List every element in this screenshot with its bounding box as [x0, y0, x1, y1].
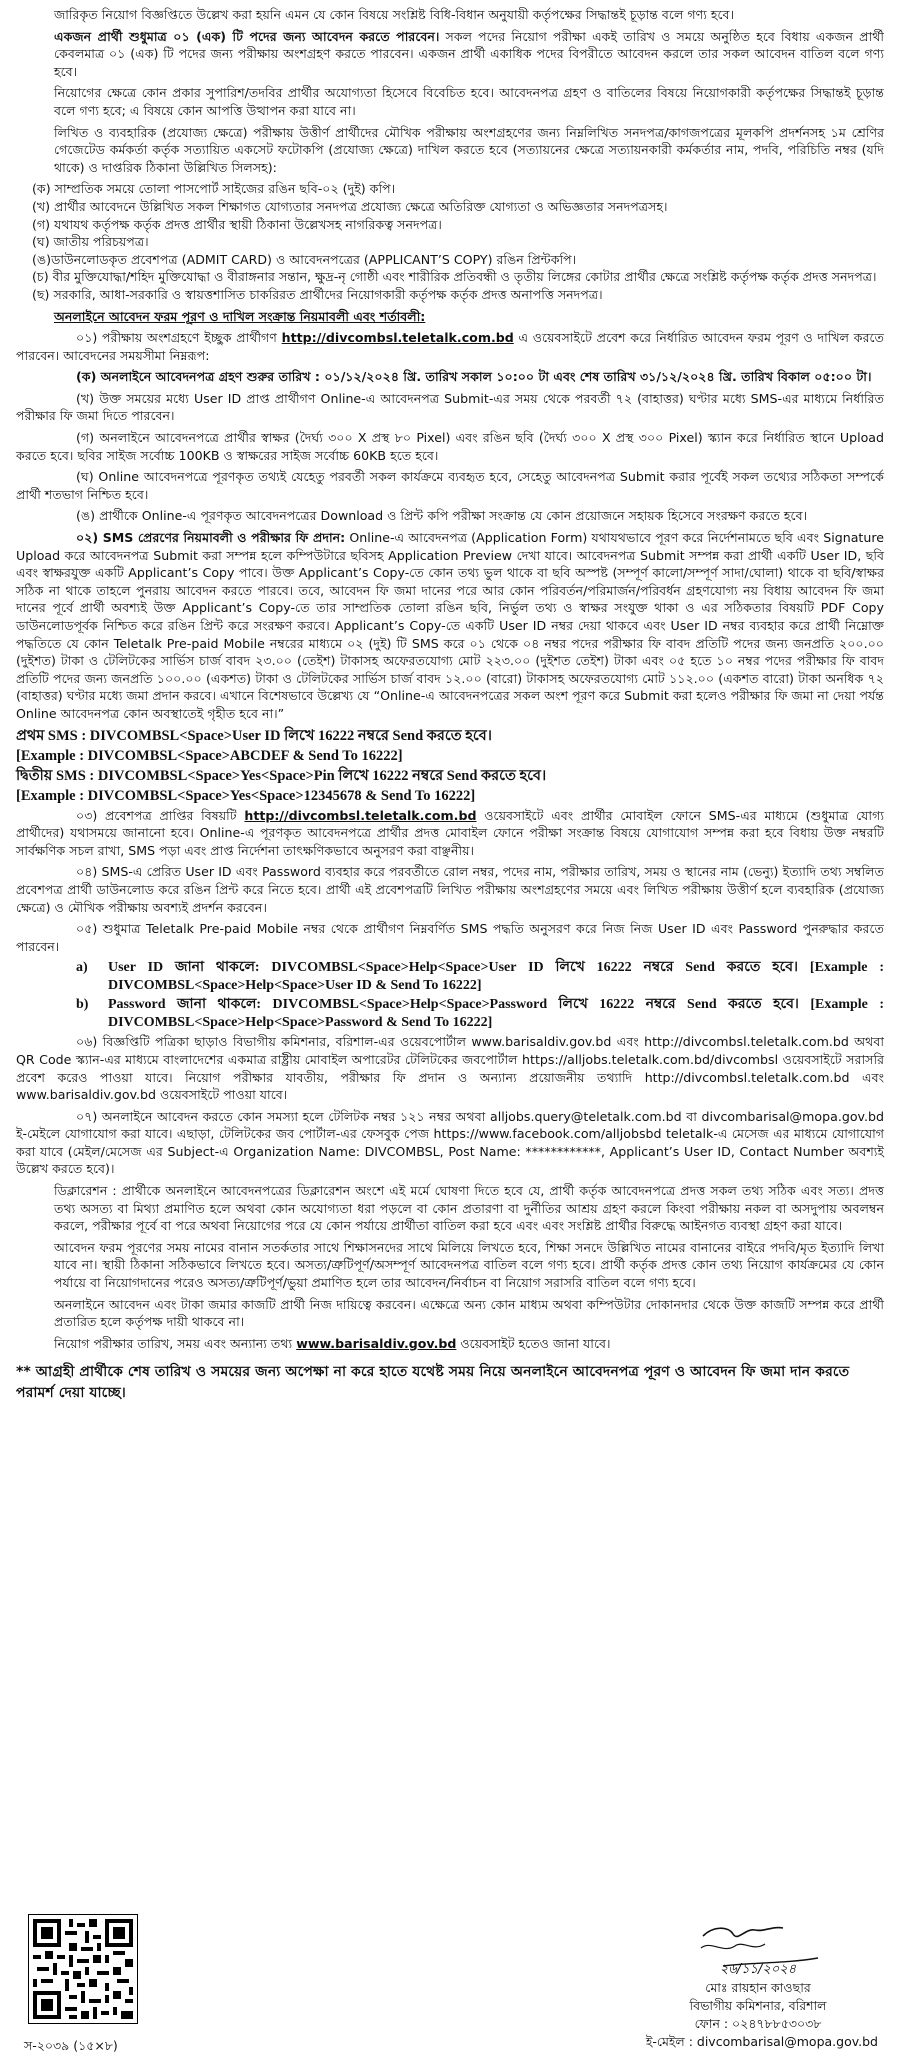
document-item: (ছ) সরকারি, আধা-সরকারি ও স্বায়ত্তশাসিত চাকরিরত প্রার্থীদের নিয়োগকারী কর্তৃপক্ষ কর্তৃক প্রদত্ত অনাপত্তি সনদপত্র।: [32, 286, 603, 302]
document-item: (চ) বীর মুক্তিযোদ্ধা/শহিদ মুক্তিযোদ্ধা ও বীরাঙ্গনার সন্তান, ক্ষুদ্র-নৃ গোষ্ঠী এবং শারীরিক প্রতিবন্ধী ও তৃতীয় লিঙ্গের কোটার প্রার্থীর ক্ষেত্রে সংশ্লিষ্ট কর্তৃপক্ষ কর্তৃক প্রদত্ত সনদপত্র।: [32, 269, 877, 285]
clause-12: লিখিত ও ব্যবহারিক (প্রযোজ্য ক্ষেত্রে) পরীক্ষায় উত্তীর্ণ প্রার্থীদের মৌখিক পরীক্ষায় অংশগ্রহণের জন্য নিম্নলিখিত সনদপত্র/কাগজপত্রের মূলকপি প্রদর্শনসহ ১ম শ্রেণির গেজেটেড কর্মকর্তা কর্তৃক সত্যায়িত একসেট ফটোকপি (প্রযোজ্য ক্ষেত্রে) দাখিল করতে হবে (সত্যায়নের ক্ষেত্রে সত্যায়নকারী কর্মকর্তার নাম, পদবি, পরিচিতি নম্বর (যদি থাকে) ও দাপ্তরিক ঠিকানা উল্লিখিত সিলসহ):: [54, 124, 884, 175]
recover-user-id: a) User ID জানা থাকলে: DIVCOMBSL<Space>Help<Space>User ID লিখে 16222 নম্বরে Send করতে হবে। [Example : DIVCOMBSL<Space>Help<Space>User ID & Send To 16222]: [76, 960, 884, 994]
clause-13-1: ০১) পরীক্ষায় অংশগ্রহণে ইচ্ছুক প্রার্থীগণ http://divcombsl.teletalk.com.bd এ ওয়েবসাইটে প্রবেশ করে নির্ধারিত আবেদন ফরম পূরণ ও দাখিল করতে পারবেন। আবেদনের সময়সীমা নিম্নরূপ:: [16, 330, 885, 363]
clause-15: আবেদন ফরম পূরণের সময় নামের বানান সতর্কতার সাথে শিক্ষাসনদের সাথে মিলিয়ে লিখতে হবে, শিক্ষা সনদে উল্লিখিত নামের বানানের বাইরে পদবি/মৃত ইত্যাদি লিখা যাবে না। স্থায়ী ঠিকানা সঠিকভাবে লিখতে হবে। অসত্য/ত্রুটিপূর্ণ/অসম্পূর্ণ আবেদনপত্র বাতিল বলে গণ্য হবে। প্রার্থী কর্তৃক প্রদত্ত কোন তথ্য নিয়োগ কার্যক্রমের যে কোন পর্যায়ে বা নিয়োগদানের পরেও অসত্য/ত্রুটিপূর্ণ/ভুয়া প্রমাণিত হলে তার আবেদন/নির্বাচন বা নিয়োগ সরাসরি বাতিল বলে গণ্য হবে।: [54, 1239, 884, 1291]
clause-13-7: ০৭) অনলাইনে আবেদন করতে কোন সমস্যা হলে টেলিটক নম্বর ১২১ নম্বর অথবা alljobs.query@teletalk.com.bd বা divcombarisal@mopa.gov.bd ই-মেইলে যোগাযোগ করা যাবে। এছাড়া, টেলিটকের জব পোর্টাল-এর ফেসবুক পেজ https://www.facebook.com/alljobsbd teletalk-এ মেসেজ এর মাধ্যমে যোগাযোগ করা যাবে (মেইল/মেসেজ এর Subject-এ Organization Name: DIVCOMBSL, Post Name: ************, Applicant’s User ID, Contact Number অবশ্যই উল্লেখ করতে হবে)।: [16, 1108, 884, 1177]
clause-13-3: ০৩) প্রবেশপত্র প্রাপ্তির বিষয়টি http://divcombsl.teletalk.com.bd ওয়েবসাইটে এবং প্রার্থীর মোবাইল ফোনে SMS-এর মাধ্যমে (শুধুমাত্র যোগ্য প্রার্থীদের) যথাসময়ে জানানো হবে। Online-এ পূরণকৃত আবেদনপত্রে প্রার্থীর প্রদত্ত মোবাইল ফোনে পরীক্ষা সংক্রান্ত বিষয়ে যোগাযোগ সম্পন্ন করা হবে বিধায় উক্ত নম্বরটি সার্বক্ষণিক সচল রাখা, SMS পড়া এবং প্রাপ্ত নির্দেশনা তাৎক্ষণিকভাবে অনুসরণ করা বাঞ্ছনীয়।: [16, 807, 884, 858]
recover-password: b) Password জানা থাকলে: DIVCOMBSL<Space>Help<Space>Password লিখে 16222 নম্বরে Send করতে হবে। [Example : DIVCOMBSL<Space>Help<Space>Password & Send To 16222]: [76, 997, 884, 1031]
clause-13-5: ০৫) শুধুমাত্র Teletalk Pre-paid Mobile নম্বর থেকে প্রার্থীগণ নিম্নবর্ণিত SMS পদ্ধতি অনুসরণ করে নিজ নিজ User ID এবং Password পুনরুদ্ধার করতে পারবেন।: [16, 921, 884, 954]
clause-13-1-ga: (গ) অনলাইনে আবেদনপত্রে প্রার্থীর স্বাক্ষর (দৈর্ঘ্য ৩০০ X প্রস্থ ৮০ Pixel) এবং রঙিন ছবি (দৈর্ঘ্য ৩০০ X প্রস্থ ৩০০ Pixel) স্ক্যান করে নির্ধারিত স্থানে Upload করতে হবে। ছবির সাইজ সর্বোচ্চ 100KB ও স্বাক্ষরের সাইজ সর্বোচ্চ 60KB হতে হবে।: [16, 430, 884, 463]
qr-code[interactable]: [28, 1914, 138, 2024]
final-advice-note: ** আগ্রহী প্রার্থীকে শেষ তারিখ ও সময়ের জন্য অপেক্ষা না করে হাতে যথেষ্ট সময় নিয়ে অনলাইনে আবেদনপত্র পূরণ ও আবেদন ফি জমা দান করতে পরামর্শ দেয়া যাচ্ছে।: [16, 1364, 850, 1402]
document-item: (ঘ) জাতীয় পরিচয়পত্র।: [32, 234, 149, 250]
clause-13-1-ka: (ক) অনলাইনে আবেদনপত্র গ্রহণ শুরুর তারিখ : ০১/১২/২০২৪ খ্রি. তারিখ সকাল ১০:০০ টা এবং শেষ তারিখ ৩১/১২/২০২৪ খ্রি. তারিখ বিকাল ০৫:০০ টা।: [76, 369, 872, 385]
teletalk-link[interactable]: http://divcombsl.teletalk.com.bd: [281, 330, 514, 346]
clause-13-heading: অনলাইনে আবেদন ফরম পূরণ ও দাখিল সংক্রান্ত নিয়মাবলী এবং শর্তাবলী:: [54, 308, 426, 324]
clause-13-1-gha: (ঘ) Online আবেদনপত্রে পূরণকৃত তথ্যই যেহেতু পরবর্তী সকল কার্যক্রমে ব্যবহৃত হবে, সেহেতু আবেদনপত্র Submit করার পূর্বেই সকল তথ্যের সঠিকতা সম্পর্কে প্রার্থী শতভাগ নিশ্চিত হবে।: [16, 469, 884, 502]
clause-13-4: ০৪) SMS-এ প্রেরিত User ID এবং Password ব্যবহার করে পরবর্তীতে রোল নম্বর, পদের নাম, পরীক্ষার তারিখ, সময় ও স্থানের নাম (ভেন্যু) ইত্যাদি তথ্য সম্বলিত প্রবেশপত্র প্রার্থী ডাউনলোড করে রঙিন প্রিন্ট করে নিতে হবে। প্রার্থী এই প্রবেশপত্রটি লিখিত পরীক্ষায় অংশগ্রহণের সময়ে এবং লিখিত পরীক্ষায় উত্তীর্ণ হলে ব্যবহারিক (প্রযোজ্য ক্ষেত্রে) ও মৌখিক পরীক্ষায় অবশ্যই প্রদর্শন করবেন।: [16, 864, 884, 915]
signature-block: [638, 1918, 878, 2051]
clause-11: নিয়োগের ক্ষেত্রে কোন প্রকার সুপারিশ/তদবির প্রার্থীর অযোগ্যতা হিসেবে বিবেচিত হবে। আবেদনপত্র গ্রহণ ও বাতিলের বিষয়ে নিয়োগকারী কর্তৃপক্ষের সিদ্ধান্তই চূড়ান্ত বলে গণ্য হবে; এ বিষয়ে কোন আপত্তি উত্থাপন করা যাবে না।: [54, 85, 884, 118]
clause-14: ডিক্লারেশন : প্রার্থীকে অনলাইনে আবেদনপত্রের ডিক্লারেশন অংশে এই মর্মে ঘোষণা দিতে হবে যে, প্রার্থী কর্তৃক আবেদনপত্রে প্রদত্ত সকল তথ্য সঠিক এবং সত্য। প্রদত্ত তথ্য অসত্য বা মিথ্যা প্রমাণিত হলে অথবা কোন অযোগ্যতা ধরা পড়লে বা কোন প্রতারণা বা দুর্নীতির আশ্রয় গ্রহণ করলে কিংবা পরীক্ষায় নকল বা অসদুপায় অবলম্বন করলে, পরীক্ষার পূর্বে বা পরে অথবা নিয়োগের পরে যে কোন পর্যায়ে প্রার্থীতা বাতিল করা হবে এবং এবং সংশ্লিষ্ট প্রার্থীর বিরুদ্ধে আইনগত ব্যবস্থা গ্রহণ করা যাবে।: [54, 1183, 884, 1234]
barisaldiv-link[interactable]: www.barisaldiv.gov.bd: [296, 1335, 457, 1351]
document-item: (ঙ)ডাউনলোডকৃত প্রবেশপত্র (ADMIT CARD) ও আবেদনপত্রের (APPLICANT’S COPY) রঙিন প্রিন্টকপি।: [32, 251, 577, 267]
teletalk-link[interactable]: http://divcombsl.teletalk.com.bd: [244, 807, 477, 823]
clause-10: একজন প্রার্থী শুধুমাত্র ০১ (এক) টি পদের জন্য আবেদন করতে পারবেন। সকল পদের নিয়োগ পরীক্ষা একই তারিখ ও সময়ে অনুষ্ঠিত হবে বিধায় একজন প্রার্থী কেবলমাত্র ০১ (এক) টি পদের জন্য পরীক্ষায় অংশগ্রহণ করতে পারবেন। একজন প্রার্থী একাধিক পদের বিপরীতে আবেদন করলে তার সকল আবেদন বাতিল বলে গণ্য হবে।: [54, 28, 884, 79]
second-sms-instruction: দ্বিতীয় SMS : DIVCOMBSL<Space>Yes<Space>Pin লিখে 16222 নম্বরে Send করতে হবে।: [16, 767, 547, 784]
clause-16: অনলাইনে আবেদন এবং টাকা জমার কাজটি প্রার্থী নিজ দায়িত্বে করবেন। এক্ষেত্রে অন্য কোন মাধ্যম অথবা কম্পিউটার দোকানদার থেকে উক্ত কাজটি সম্পন্ন করে প্রার্থী প্রতারিত হলে কর্তৃপক্ষ দায়ী থাকবে না।: [54, 1296, 884, 1330]
clause-9: জারিকৃত নিয়োগ বিজ্ঞপ্তিতে উল্লেখ করা হয়নি এমন যে কোন বিষয়ে সংশ্লিষ্ট বিধি-বিধান অনুযায়ী কর্তৃপক্ষের সিদ্ধান্তই চূড়ান্ত বলে গণ্য হবে।: [54, 7, 735, 22]
clause-13-1-kha: (খ) উক্ত সময়ের মধ্যে User ID প্রাপ্ত প্রার্থীগণ Online-এ আবেদনপত্র Submit-এর সময় থেকে পরবর্তী ৭২ (বাহাত্তর) ঘণ্টার মধ্যে SMS-এর মাধ্যমে নির্ধারিত পরীক্ষার ফি জমা দিতে পারবেন।: [16, 390, 884, 424]
signatory-name: মোঃ রায়হান কাওছার: [705, 1980, 811, 1995]
document-item: (খ) প্রার্থীর আবেদনে উল্লিখিত সকল শিক্ষাগত যোগ্যতার সনদপত্র প্রযোজ্য ক্ষেত্রে অতিরিক্ত যোগ্যতা ও অভিজ্ঞতার সনদপত্রসহ।: [32, 198, 668, 214]
footer: [16, 1908, 884, 2058]
signatory-email[interactable]: ই-মেইল : divcombarisal@mopa.gov.bd: [645, 2034, 878, 2049]
clause-13-2: ০২) SMS প্রেরণের নিয়মাবলী ও পরীক্ষার ফি প্রদান: Online-এ আবেদনপত্র (Application Form) যথাযথভাবে পূরণ করে নির্দেশনামতে ছবি এবং Signature Upload করে আবেদনপত্র Submit করা সম্পন্ন হলে কম্পিউটারে ছবিসহ Application Preview দেখা যাবে। আবেদনপত্র Submit সম্পন্ন করা প্রার্থী একটি User ID, ছবি এবং স্বাক্ষরযুক্ত একটি Applicant’s Copy পাবে। উক্ত Applicant’s Copy-তে কোন তথ্য ভুল থাকে বা ছবি অস্পষ্ট (সম্পূর্ণ কালো/সম্পূর্ণ সাদা/ঘোলা) থাকে বা ছবি/স্বাক্ষর সঠিক না থাকে তাহলে পুনরায় আবেদন করতে পারবে। তবে, আবেদন ফি জমা দানের পরে আর কোন পরিবর্তন/পরিমার্জন/পরিবর্ধন গ্রহণযোগ্য নয় বিধায় আবেদন ফি জমা দানের পূর্বে প্রার্থী অবশ্যই উক্ত Applicant’s Copy-তে তার সাম্প্রতিক তোলা রঙিন ছবি, নির্ভুল তথ্য ও স্বাক্ষর সংযুক্ত থাকা ও এর সঠিকতার বিষয়টি PDF Copy ডাউনলোডপূর্বক নিশ্চিত করে রঙিন প্রিন্ট করে সংরক্ষণ করবে। Applicant’s Copy-তে একটি User ID নম্বর দেয়া থাকবে এবং User ID নম্বর ব্যবহার করে প্রার্থী নিম্নোক্ত পদ্ধতিতে যে কোন Teletalk Pre-paid Mobile নম্বরের মাধ্যমে ০২ (দুই) টি SMS করে ০১ থেকে ০৪ নম্বর পদের পরীক্ষার ফি বাবদ প্রতিটি পদের জন্য জনপ্রতি ২০০.০০ (দুইশত) টাকা ও টেলিটকের সার্ভিস চার্জ বাবদ ২৩.০০ (তেইশ) টাকাসহ অফেরতযোগ্য মোট ২২৩.০০ (দুইশত তেইশ) টাকা এবং ০৫ হতে ১০ নম্বর পদের পরীক্ষার ফি বাবদ প্রতিটি পদের জন্য জনপ্রতি ১০০.০০ (একশত) টাকা ও টেলিটকের সার্ভিস চার্জ বাবদ ১২.০০ (বারো) টাকাসহ অফেরতযোগ্য মোট ১১২.০০ (একশত বারো) টাকা অনধিক ৭২ (বাহাত্তর) ঘণ্টার মধ্যে জমা প্রদান করবে। এখানে বিশেষভাবে উল্লেখ্য যে “Online-এ আবেদনপত্রের সকল অংশ পূরণ করে Submit করা হলেও পরীক্ষার ফি জমা না দেয়া পর্যন্ত Online আবেদনপত্র কোন অবস্থাতেই গৃহীত হবে না।”: [16, 530, 884, 721]
form-code: স-২০৩৯ (১৫×৮): [24, 2038, 118, 2053]
clause-12-documents-list: [16, 180, 884, 303]
signature-date: ২৬/১১/২০২৪: [719, 1962, 797, 1977]
document-item: (ক) সাম্প্রতিক সময়ে তোলা পাসপোর্ট সাইজের রঙিন ছবি-০২ (দুই) কপি।: [32, 181, 396, 197]
first-sms-instruction: প্রথম SMS : DIVCOMBSL<Space>User ID লিখে 16222 নম্বরে Send করতে হবে।: [16, 727, 492, 744]
notice-document: [16, 6, 884, 1404]
qr-code-icon: [29, 1915, 137, 2023]
signatory-phone: ফোন : ০২৪৭৮৮৫৩০৩৮: [694, 2016, 822, 2031]
clause-13-6: ০৬) বিজ্ঞপ্তিটি পত্রিকা ছাড়াও বিভাগীয় কমিশনার, বরিশাল-এর ওয়েবপোর্টাল www.barisaldiv.gov.bd এবং http://divcombsl.teletalk.com.bd অথবা QR Code স্ক্যান-এর মাধ্যমে বাংলাদেশের একমাত্র রাষ্ট্রীয় মোবাইল অপারেটর টেলিটকের জবপোর্টাল https://alljobs.teletalk.com.bd/divcombsl ওয়েবসাইটে সরাসরি প্রবেশ করেও পাওয়া যাবে। নিয়োগ পরীক্ষার যাবতীয়, পরীক্ষার ফি প্রদান ও অন্যান্য প্রয়োজনীয় তথ্যাদি http://divcombsl.teletalk.com.bd এবং www.barisaldiv.gov.bd ওয়েবসাইটে পাওয়া যাবে।: [16, 1034, 884, 1103]
clause-17: নিয়োগ পরীক্ষার তারিখ, সময় এবং অন্যান্য তথ্য www.barisaldiv.gov.bd ওয়েবসাইট হতেও জানা যাবে।: [54, 1335, 611, 1351]
signatory-title: বিভাগীয় কমিশনার, বরিশাল: [689, 1998, 827, 2013]
second-sms-example: [Example : DIVCOMBSL<Space>Yes<Space>12345678 & Send To 16222]: [16, 787, 476, 804]
clause-13-1-umo: (ঙ) প্রার্থীকে Online-এ পূরণকৃত আবেদনপত্রের Download ও প্রিন্ট কপি পরীক্ষা সংক্রান্ত যে কোন প্রয়োজনে সহায়ক হিসেবে সংরক্ষণ করতে হবে।: [76, 508, 808, 524]
first-sms-example: [Example : DIVCOMBSL<Space>ABCDEF & Send To 16222]: [16, 747, 403, 764]
document-item: (গ) যথাযথ কর্তৃপক্ষ কর্তৃক প্রদত্ত প্রার্থীর স্থায়ী ঠিকানা উল্লেখসহ নাগরিকত্ব সনদপত্র।: [32, 216, 442, 232]
